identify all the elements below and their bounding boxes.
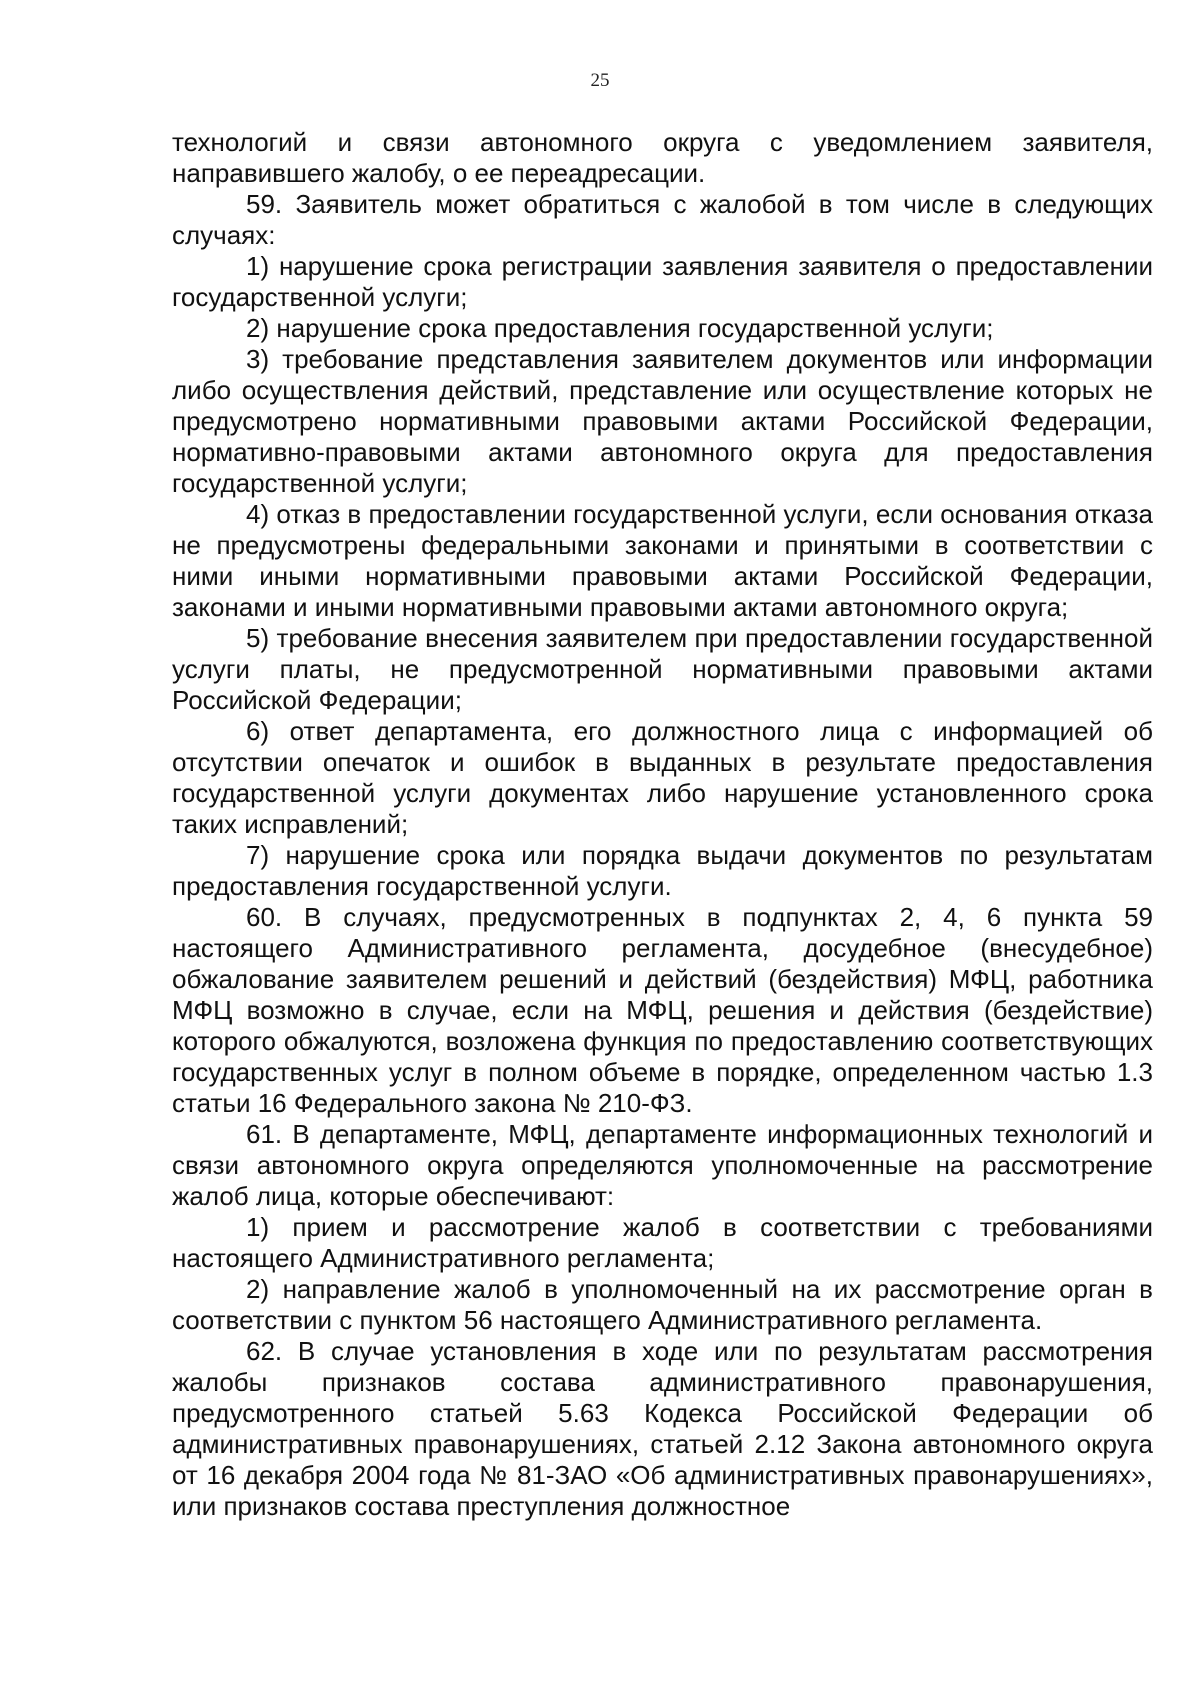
clause-59-item-4: 4) отказ в предоставлении государственной услуги, если основания отказа не предусмотрены федеральными законами и принятыми в соответствии с ними иными нормативными правовыми актами Российской Федерации, законами и иными нормативными правовыми актами автономного округа; <box>172 499 1153 622</box>
document-body <box>172 127 1153 1522</box>
clause-61-item-2: 2) направление жалоб в уполномоченный на их рассмотрение орган в соответствии с пунктом 56 настоящего Административного регламента. <box>172 1274 1153 1335</box>
clause-62: 62. В случае установления в ходе или по результатам рассмотрения жалобы признаков состава административного правонарушения, предусмотренного статьей 5.63 Кодекса Российской Федерации об административных правонарушениях, статьей 2.12 Закона автономного округа от 16 декабря 2004 года № 81-ЗАО «Об административных правонарушениях», или признаков состава преступления должностное <box>172 1336 1153 1521</box>
clause-59-item-5: 5) требование внесения заявителем при предоставлении государственной услуги платы, не предусмотренной нормативными правовыми актами Российской Федерации; <box>172 623 1153 715</box>
paragraph-continuation: технологий и связи автономного округа с уведомлением заявителя, направившего жалобу, о ее переадресации. <box>172 127 1153 188</box>
clause-59: 59. Заявитель может обратиться с жалобой в том числе в следующих случаях: <box>172 189 1153 250</box>
clause-61-item-1: 1) прием и рассмотрение жалоб в соответствии с требованиями настоящего Административного регламента; <box>172 1212 1153 1273</box>
clause-59-item-1: 1) нарушение срока регистрации заявления заявителя о предоставлении государственной услуги; <box>172 251 1153 312</box>
page-number: 25 <box>590 70 610 91</box>
clause-59-item-3: 3) требование представления заявителем документов или информации либо осуществления действий, представление или осуществление которых не предусмотрено нормативными правовыми актами Российской Федерации, нормативно-правовыми актами автономного округа для предоставления государственной услуги; <box>172 344 1153 498</box>
clause-60: 60. В случаях, предусмотренных в подпунктах 2, 4, 6 пункта 59 настоящего Административного регламента, досудебное (внесудебное) обжалование заявителем решений и действий (бездействия) МФЦ, работника МФЦ возможно в случае, если на МФЦ, решения и действия (бездействие) которого обжалуются, возложена функция по предоставлению соответствующих государственных услуг в полном объеме в порядке, определенном частью 1.3 статьи 16 Федерального закона № 210-ФЗ. <box>172 902 1153 1118</box>
clause-59-item-2: 2) нарушение срока предоставления государственной услуги; <box>246 313 994 343</box>
clause-61: 61. В департаменте, МФЦ, департаменте информационных технологий и связи автономного округа определяются уполномоченные на рассмотрение жалоб лица, которые обеспечивают: <box>172 1119 1153 1211</box>
clause-59-item-6: 6) ответ департамента, его должностного лица с информацией об отсутствии опечаток и ошибок в выданных в результате предоставления государственной услуги документах либо нарушение установленного срока таких исправлений; <box>172 716 1153 839</box>
clause-59-item-7: 7) нарушение срока или порядка выдачи документов по результатам предоставления государственной услуги. <box>172 840 1153 901</box>
